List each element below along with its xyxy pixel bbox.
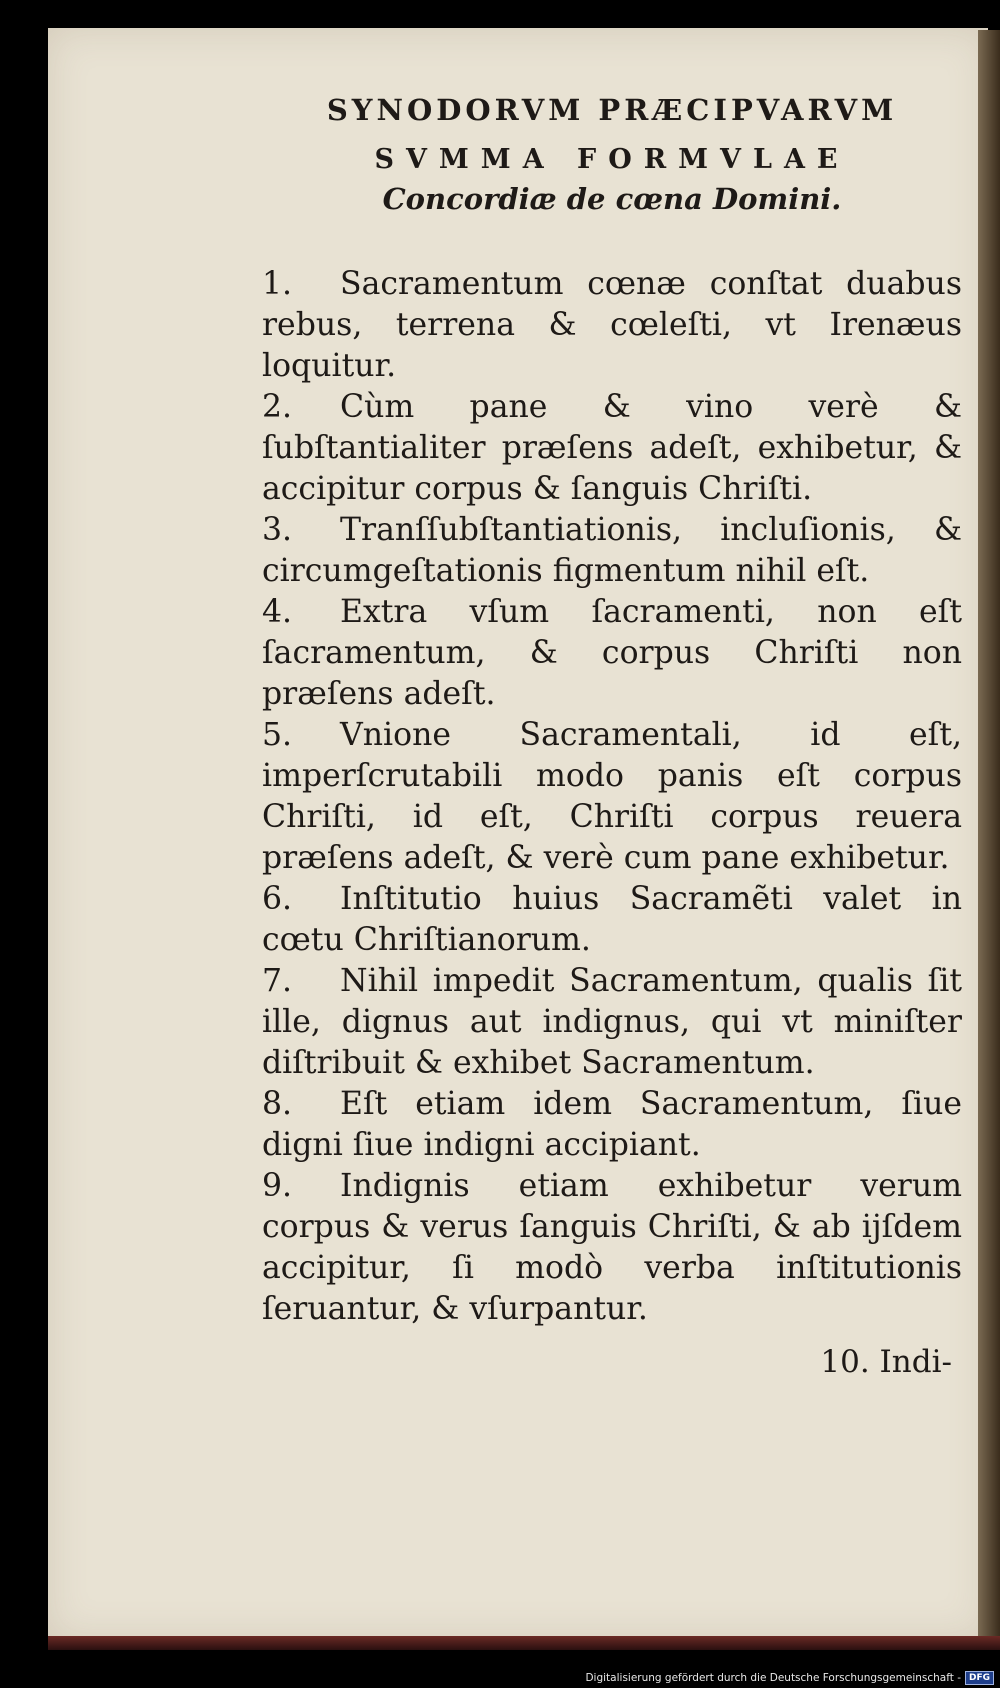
article-number: 9. [262,1168,293,1205]
page-edge-right [978,30,1000,1640]
page-edge-bottom [48,1636,1000,1650]
article-text: Inſtitutio huius Sacramẽti valet in cœtu Chriſtianorum. [262,881,962,959]
dfg-logo-icon: DFG [965,1671,994,1685]
article-number: 8. [262,1086,293,1123]
article-8 [262,1084,962,1166]
article-text: Nihil impedit Sacramentum, qualis ſit ille, dignus aut indignus, qui vt miniſter diſtribuit & exhibet Sacramentum. [262,963,962,1082]
article-text: Extra vſum ſacramenti, non eſt ſacramentum, & corpus Chriſti non præſens adeſt. [262,594,962,713]
article-text: Vnione Sacramentali, id eſt, imperſcrutabili modo panis eſt corpus Chriſti, id eſt, Chriſti corpus reuera præſens adeſt, & verè cum pane exhibetur. [262,717,962,877]
article-text: Tranſſubſtantiationis, incluſionis, & circumgeſtationis figmentum nihil eſt. [262,512,962,590]
article-7 [262,961,962,1084]
article-number: 6. [262,881,293,918]
article-2 [262,387,962,510]
article-number: 2. [262,389,293,426]
section-title: SVMMA FORMVLAE [374,143,850,175]
article-6 [262,879,962,961]
article-number: 5. [262,717,293,754]
article-number: 1. [262,266,293,303]
digitization-credit [585,1668,994,1688]
article-text: Sacramentum cœnæ conſtat duabus rebus, terrena & cœleſti, vt Irenæus loquitur. [262,266,962,385]
catchword: 10. Indi- [820,1344,952,1381]
article-4 [262,592,962,715]
credit-text: Digitalisierung gefördert durch die Deutsche Forschungsgemeinschaft - [585,1672,961,1684]
article-text: Cùm pane & vino verè & ſubſtantialiter præſens adeſt, exhibetur, & accipitur corpus & ſanguis Chriſti. [262,389,962,508]
article-3 [262,510,962,592]
article-9 [262,1166,962,1330]
article-5 [262,715,962,879]
section-subtitle: Concordiæ de cœna Domini. [382,181,842,216]
article-number: 3. [262,512,293,549]
article-text: Indignis etiam exhibetur verum corpus & verus ſanguis Chriſti, & ab ijſdem accipitur, ſi modò verba inſtitutionis ſeruantur, & vſurpantur. [262,1168,962,1328]
article-1 [262,264,962,387]
page-text [262,92,962,1383]
articles-list [262,264,962,1330]
article-text: Eſt etiam idem Sacramentum, ſiue digni ſiue indigni accipiant. [262,1086,962,1164]
article-number: 4. [262,594,293,631]
running-title: SYNODORVM PRÆCIPVARVM [326,93,898,127]
article-number: 7. [262,963,293,1000]
